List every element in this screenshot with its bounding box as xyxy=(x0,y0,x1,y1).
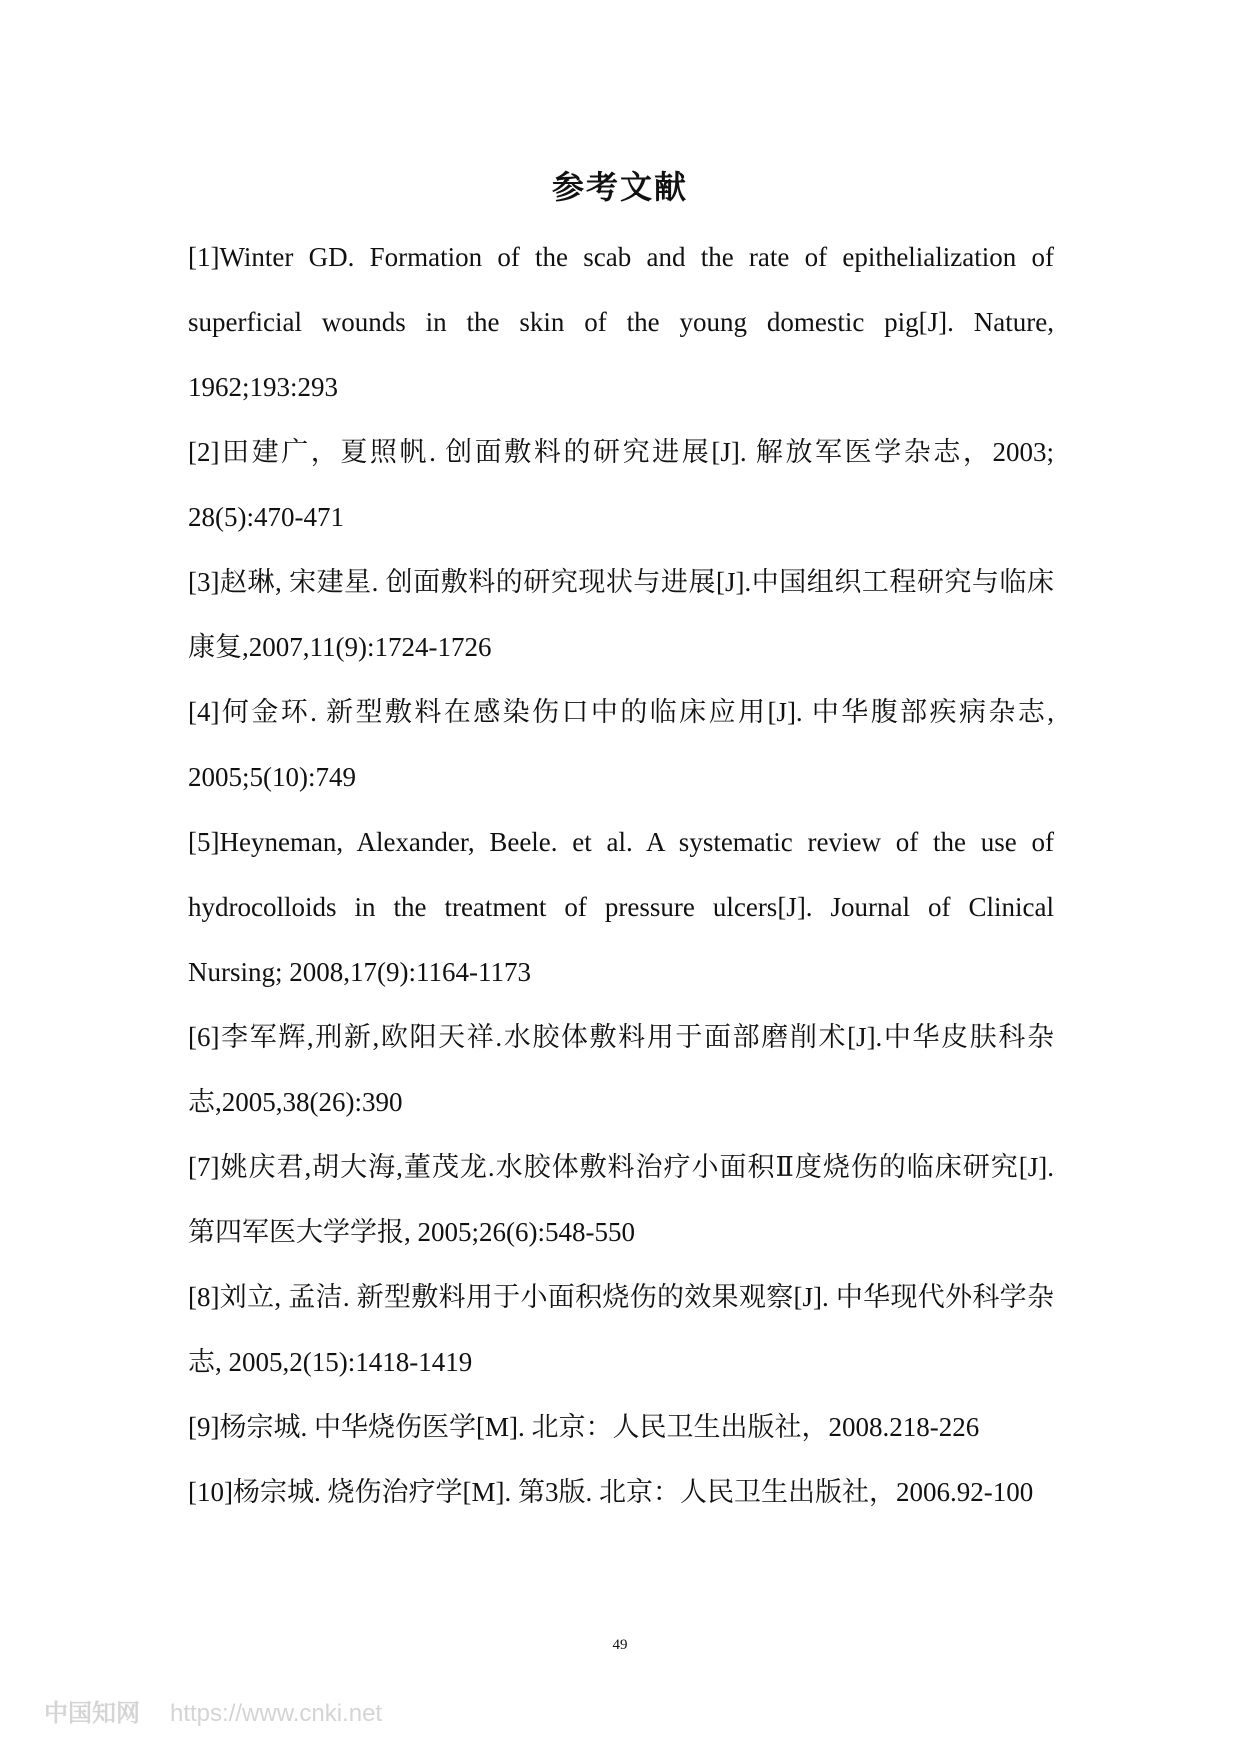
reference-item-4: [4]何金环. 新型敷料在感染伤口中的临床应用[J]. 中华腹部疾病杂志, 2005;5(10):749 xyxy=(188,697,1054,792)
reference-item-10: [10]杨宗城. 烧伤治疗学[M]. 第3版. 北京：人民卫生出版社，2006.92-100 xyxy=(188,1477,1034,1507)
page-title: 参考文献 xyxy=(551,168,688,206)
reference-item-6: [6]李军辉,刑新,欧阳天祥.水胶体敷料用于面部磨削术[J].中华皮肤科杂志,2005,38(26):390 xyxy=(188,1022,1054,1117)
reference-list xyxy=(188,225,1054,1525)
reference-item-5: [5]Heyneman, Alexander, Beele. et al. A systematic review of the use of hydrocolloids in the treatment of pressure ulcers[J]. Journal of Clinical Nursing; 2008,17(9):1164-1173 xyxy=(188,827,1054,987)
watermark-url: https://www.cnki.net xyxy=(170,1700,383,1727)
reference-item-9: [9]杨宗城. 中华烧伤医学[M]. 北京：人民卫生出版社，2008.218-226 xyxy=(188,1412,980,1442)
cnki-watermark xyxy=(44,1693,382,1728)
reference-item-8: [8]刘立, 孟洁. 新型敷料用于小面积烧伤的效果观察[J]. 中华现代外科学杂志, 2005,2(15):1418-1419 xyxy=(188,1282,1054,1377)
reference-item-7: [7]姚庆君,胡大海,董茂龙.水胶体敷料治疗小面积Ⅱ度烧伤的临床研究[J]. 第四军医大学学报, 2005;26(6):548-550 xyxy=(188,1152,1054,1247)
reference-item-1: [1]Winter GD. Formation of the scab and the rate of epithelialization of superficial wounds in the skin of the young domestic pig[J]. Nature, 1962;193:293 xyxy=(188,242,1054,402)
watermark-logo-text: 中国知网 xyxy=(44,1700,140,1727)
reference-item-2: [2]田建广，夏照帆. 创面敷料的研究进展[J]. 解放军医学杂志，2003; 28(5):470-471 xyxy=(188,437,1054,532)
page-number: 49 xyxy=(612,1637,628,1653)
reference-item-3: [3]赵琳, 宋建星. 创面敷料的研究现状与进展[J].中国组织工程研究与临床康复,2007,11(9):1724-1726 xyxy=(188,567,1054,662)
